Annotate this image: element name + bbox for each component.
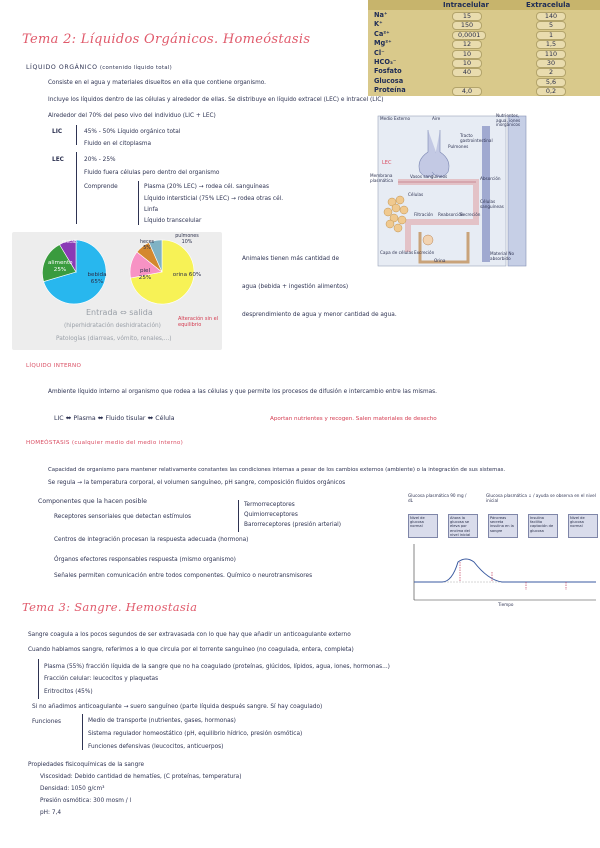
diagram-tracto: Tracto gastrointestinal: [460, 133, 493, 143]
pie-caption-3: Patologías (diarreas, vómito, renales,...): [56, 336, 172, 342]
diagram-secrecion: Secreción: [460, 212, 481, 217]
ion-name: Ca²⁺: [374, 29, 390, 38]
lec-item-plasma: Plasma (20% LEC) → rodea cél. sanguíneas: [144, 184, 269, 190]
ion-name: Mg²⁺: [374, 39, 392, 48]
ion-table-body: [368, 11, 600, 96]
animales-line-2: agua (bebida + ingestión alimentos): [242, 284, 349, 290]
pie-charts-panel: [12, 232, 222, 350]
graph-step-box: Insulina facilita captación de glucosa: [528, 514, 558, 538]
homeostasis-heading: HOMEÓSTASIS (cualquier medio del medio interno): [26, 440, 184, 446]
diagram-capa: Capa de células: [380, 250, 414, 255]
diagram-pulmones: Pulmones: [448, 144, 469, 149]
pie-caption: Entrada ⇔ salida: [86, 308, 153, 317]
lec-item-linfa: Linfa: [144, 207, 159, 213]
tema3-funciones-label: Funciones: [32, 719, 61, 725]
diagram-material: Material No absorbido: [490, 251, 515, 261]
flow-lic: LIC: [54, 415, 64, 422]
ion-name: Na⁺: [374, 11, 388, 19]
ion-extra-value: 5,6: [536, 78, 566, 87]
glucose-graph: [406, 492, 600, 610]
diagram-orina: Orina: [434, 258, 446, 263]
lec-item-transcelular: Líquido transcelular: [144, 218, 202, 224]
ion-table-row: [368, 39, 600, 48]
ion-extra-value: 1,5: [536, 40, 566, 49]
diagram-lec: LEC: [382, 160, 392, 166]
flow-fluido-tisular: Fluido tisular: [105, 415, 146, 422]
lec-label: LEC: [52, 157, 64, 163]
tema3-propiedad-3: Presión osmótica: 300 mosm / l: [40, 798, 132, 804]
homeostasis-componentes: Componentes que la hacen posible: [38, 498, 147, 505]
homeostasis-centros: Centros de integración procesan la respuesta adecuada (hormona): [54, 537, 249, 543]
diagram-vasos: Vasos sanguíneos: [410, 174, 448, 179]
pie-label-bebida: bebida 65%: [87, 272, 107, 285]
tema3-funcion-2: Sistema regulador homeostático (pH, equilibrio hídrico, presión osmótica): [88, 731, 303, 737]
ion-extra-value: 2: [536, 68, 566, 77]
homeostasis-line-2: Se regula → la temperatura corporal, el volumen sanguíneo, pH sangre, composición fluidos orgánicos: [48, 480, 346, 486]
tema3-funcion-3: Funciones defensivas (leucocitos, anticuerpos): [88, 744, 224, 750]
lic-line-1: 45% - 50% Líquido orgánico total: [84, 129, 181, 135]
lo-line-2: Incluye los líquidos dentro de las células y alrededor de ellas. Se distribuye en líquido extracel (LEC) e intracel (LIC): [48, 97, 384, 103]
pie-label-heces: heces 5%: [139, 240, 155, 251]
tema2-title: Tema 2: Líquidos Orgánicos. Homeóstasis: [22, 32, 311, 47]
diagram-filtracion: Filtración: [414, 212, 434, 217]
ion-extra-value: 0,2: [536, 87, 566, 96]
tema3-propiedades-heading: Propiedades fisicoquímicas de la sangre: [28, 762, 145, 768]
ion-name: Fosfato: [374, 67, 402, 76]
receptor-quimio: Quimiorreceptores: [244, 512, 298, 518]
ion-extra-value: 110: [536, 50, 566, 59]
pie-label-pulmones: pulmones 10%: [175, 234, 199, 245]
ion-table-row: [368, 49, 600, 58]
diagram-nutrientes: Nutrientes, agua, iones inorgánicos: [496, 113, 521, 128]
ion-table-row: [368, 67, 600, 76]
diagram-absorcion: Absorción: [480, 176, 501, 181]
liquido-interno-flow: LIC ⬌ Plasma ⬌ Fluido tisular ⬌ Célula: [54, 414, 175, 422]
graph-xlabel: Tiempo: [498, 602, 514, 607]
graph-step-box: Nivel de glucosa normal: [408, 514, 438, 538]
lo-line-3: Alrededor del 70% del peso vivo del individuo (LIC + LEC): [48, 113, 216, 119]
liquido-interno-note: Aportan nutrientes y recogen. Salen materiales de desecho: [270, 416, 437, 422]
pie-label-piel: piel 25%: [138, 268, 152, 281]
diagram-membrana: Membrana plasmática: [370, 173, 393, 183]
tema3-line-2: Cuando hablamos sangre, referimos a lo que circula por el torrente sanguíneo (no coagulada, entera, completa): [28, 647, 354, 653]
tema3-propiedad-1: Viscosidad: Debido cantidad de hematíes, (C proteínas, temperatura): [40, 774, 242, 780]
ion-name: Glucosa: [374, 76, 404, 85]
receptor-baro: Barorreceptores (presión arterial): [244, 522, 342, 528]
ion-table-row: [368, 11, 600, 20]
ion-intra-value: 150: [452, 21, 482, 30]
pie-label-alimento: alimento 25%: [48, 260, 73, 273]
ion-intra-value: 4,0: [452, 87, 482, 96]
pie-label-metabolismo: metab.: [62, 240, 79, 245]
homeostasis-organos: Órganos efectores responsables respuesta (mismo organismo): [54, 557, 236, 563]
physiology-diagram: [368, 112, 530, 272]
ion-extra-value: 140: [536, 12, 566, 21]
lec-item-intersticial: Líquido intersticial (75% LEC) → rodea otras cél.: [144, 196, 284, 202]
ion-intra-value: 12: [452, 40, 482, 49]
ion-table-row: [368, 30, 600, 39]
receptor-termo: Termorreceptores: [244, 502, 295, 508]
ion-name: Cl⁻: [374, 48, 385, 57]
lic-line-2: Fluido en el citoplasma: [84, 141, 152, 147]
lec-line-2: Fluido fuera células pero dentro del organismo: [84, 170, 220, 176]
liquido-interno-line: Ambiente líquido interno al organismo que rodea a las células y que permite los procesos de difusión e intercambio entre las mismas.: [48, 389, 438, 395]
ion-table-row: [368, 77, 600, 86]
animales-line-1: Animales tienen más cantidad de: [242, 256, 340, 262]
diagram-excrecion: Excreción: [414, 250, 435, 255]
lec-comprende: Comprende: [84, 184, 118, 190]
graph-head-1: Glucosa plasmática 90 mg / dL: [408, 493, 467, 503]
ion-table-header-extra: Extracelula: [526, 1, 571, 9]
tema3-component-eritrocitos: Eritrocitos (45%): [44, 689, 93, 695]
ion-name: Proteína: [374, 86, 406, 95]
graph-boxes: [408, 514, 598, 540]
pie-label-orina: orina 60%: [172, 272, 202, 278]
diagram-celulas-sangre: Células sanguíneas: [480, 199, 504, 209]
homeostasis-receptores: Receptores sensoriales que detectan estímulos: [54, 514, 192, 520]
ion-table: [368, 0, 600, 96]
graph-head-2: Glucosa plasmática ↓ / ayuda se observa en el nivel inicial: [486, 493, 596, 503]
tema3-title: Tema 3: Sangre. Hemostasia: [22, 600, 198, 614]
ion-extra-value: 30: [536, 59, 566, 68]
flow-celula: Célula: [155, 415, 175, 422]
tema3-line-1: Sangre coagula a los pocos segundos de ser extravasada con lo que hay que añadir un anticoagulante externo: [28, 632, 351, 638]
tema3-suero: Si no añadimos anticoagulante → suero sanguíneo (parte líquida después sangre. Sí hay coagulado): [32, 704, 323, 710]
ion-intra-value: 0,0001: [452, 31, 486, 40]
physiology-diagram-svg: [368, 112, 530, 272]
ion-table-row: [368, 86, 600, 95]
graph-curve-svg: [406, 542, 600, 610]
ion-intra-value: 40: [452, 68, 482, 77]
flow-plasma: Plasma: [73, 415, 96, 422]
lo-line-1: Consiste en el agua y materiales disueltos en ella que contiene organismo.: [48, 80, 267, 86]
ion-extra-value: 1: [536, 31, 566, 40]
ion-name: HCO₃⁻: [374, 57, 397, 66]
ion-table-row: [368, 20, 600, 29]
ion-name: K⁺: [374, 20, 383, 29]
pie-note: Alteración sin el equilibrio: [178, 316, 219, 328]
lec-line-1: 20% - 25%: [84, 157, 116, 163]
diagram-reabsorcion: Reabsorción: [438, 212, 464, 217]
ion-intra-value: 10: [452, 50, 482, 59]
ion-intra-value: 15: [452, 12, 482, 21]
homeostasis-line-1: Capacidad de organismo para mantener relativamente constantes las condiciones internas a pesar de los cambios externos (ambiente) o la integración de sus sistemas.: [48, 467, 506, 473]
graph-step-box: Ahora la glucosa se eleva por encima del nivel inicial: [448, 514, 478, 538]
homeostasis-senales: Señales permiten comunicación entre todos componentes. Químico o neurotransmisores: [54, 573, 313, 579]
diagram-medio-externo: Medio Externo: [380, 116, 411, 121]
graph-step-box: Nivel de glucosa normal: [568, 514, 598, 538]
tema3-propiedad-4: pH: 7,4: [40, 810, 62, 816]
animales-line-3: desprendimiento de agua y menor cantidad de agua.: [242, 312, 397, 318]
tema3-funcion-1: Medio de transporte (nutrientes, gases, hormonas): [88, 718, 236, 724]
lic-label: LIC: [52, 129, 63, 135]
liquido-organico-heading: LÍQUIDO ORGÁNICO (contenido líquido total): [26, 64, 173, 71]
liquido-interno-heading: LÍQUIDO INTERNO: [26, 363, 82, 369]
pie-caption-2: (hiperhidratación deshidratación): [64, 323, 161, 329]
ion-intra-value: 10: [452, 59, 482, 68]
ion-table-header-intra: Intracelular: [443, 1, 489, 9]
graph-step-box: Páncreas secreta insulina en la sangre: [488, 514, 518, 538]
ion-extra-value: 5: [536, 21, 566, 30]
tema3-propiedad-2: Densidad: 1050 g/cm³: [40, 786, 105, 792]
ion-table-row: [368, 58, 600, 67]
diagram-aire: Aire: [432, 116, 441, 121]
diagram-celulas: Células: [408, 192, 424, 197]
tema3-component-plasma: Plasma (55%) fracción líquida de la sangre que no ha coagulado (proteínas, glúcidos, lípidos, agua, iones, hormonas...): [44, 664, 390, 670]
tema3-component-fraccion: Fracción celular: leucocitos y plaquetas: [44, 676, 159, 682]
